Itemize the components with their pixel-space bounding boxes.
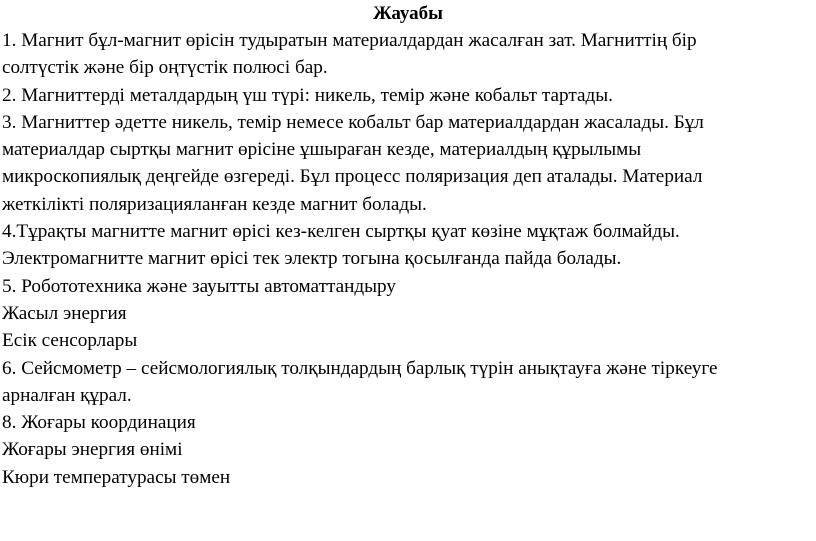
answer-line-2: солтүстік және бір оңтүстік полюсі бар. [2,57,328,79]
answer-line-16: Жоғары энергия өнімі [2,439,183,461]
answer-line-3: 2. Магниттерді металдардың үш түрі: никель, темір және кобальт тартады. [2,84,613,106]
answer-line-17: Кюри температурасы төмен [2,466,231,488]
page-title: Жауабы [373,3,443,24]
answer-line-1: 1. Магнит бұл-магнит өрісін тудыратын материалдардан жасалған зат. Магниттің бір [2,30,697,51]
answer-line-14: арналған құрал. [2,384,132,406]
answer-line-9: Электромагнитте магнит өрісі тек электр тогына қосылғанда пайда болады. [2,248,622,270]
answer-line-4: 3. Магниттер әдетте никель, темір немесе кобальт бар материалдардан жасалады. Бұл [2,111,704,133]
answer-line-5: материалдар сыртқы магнит өрісіне ұшыраған кезде, материалдың құрылымы [2,139,642,161]
answer-line-12: Есік сенсорлары [2,330,138,352]
answer-line-10: 5. Робототехника және зауытты автоматтандыру [2,275,396,297]
answer-line-7: жеткілікті поляризацияланған кезде магнит болады. [2,193,427,215]
answer-text-body [2,27,812,491]
answer-line-11: Жасыл энергия [2,302,127,324]
answer-line-13: 6. Сейсмометр – сейсмологиялық толқындардың барлық түрін анықтауға және тіркеуге [2,357,718,379]
answer-line-15: 8. Жоғары координация [2,412,196,434]
answer-line-8: 4.Тұрақты магнитте магнит өрісі кез-келген сыртқы қуат көзіне мұқтаж болмайды. [2,221,680,243]
answer-line-6: микроскопиялық деңгейде өзгереді. Бұл процесс поляризация деп аталады. Материал [2,166,703,188]
